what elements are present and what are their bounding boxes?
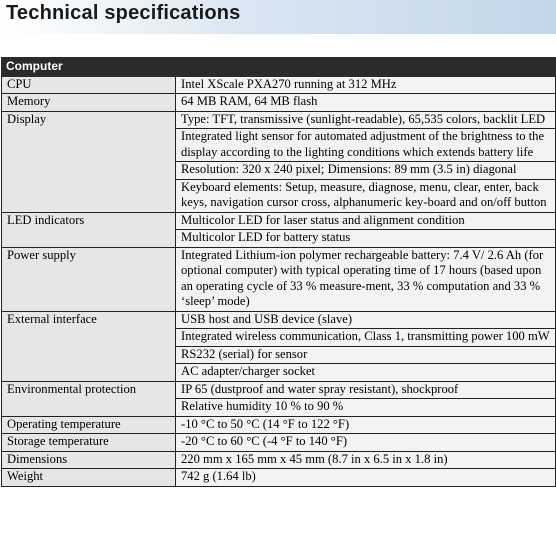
spec-value: 220 mm x 165 mm x 45 mm (8.7 in x 6.5 in x 1.8 in) (176, 451, 556, 469)
spec-row (2, 247, 556, 311)
spec-row (2, 94, 556, 112)
spec-label: Storage temperature (2, 434, 176, 452)
spec-table (1, 57, 556, 487)
spec-label: External interface (2, 311, 176, 381)
spec-row (2, 76, 556, 94)
spec-row (2, 469, 556, 487)
spec-row (2, 434, 556, 452)
section-header-row (2, 58, 556, 77)
spec-row (2, 212, 556, 230)
spec-label: Environmental protection (2, 381, 176, 416)
spec-value: Keyboard elements: Setup, measure, diagnose, menu, clear, enter, back keys, navigation cursor cross, alphanumeric key-board and on/off button (176, 179, 556, 212)
spec-value: USB host and USB device (slave) (176, 311, 556, 329)
spec-label: Weight (2, 469, 176, 487)
spec-value: Type: TFT, transmissive (sunlight-readable), 65,535 colors, backlit LED (176, 111, 556, 129)
spec-label: LED indicators (2, 212, 176, 247)
spec-value: Integrated wireless communication, Class 1, transmitting power 100 mW (176, 329, 556, 347)
spec-row (2, 451, 556, 469)
spec-row (2, 416, 556, 434)
spec-value: IP 65 (dustproof and water spray resistant), shockproof (176, 381, 556, 399)
spec-label: Operating temperature (2, 416, 176, 434)
spec-label: Dimensions (2, 451, 176, 469)
spec-value: Relative humidity 10 % to 90 % (176, 399, 556, 417)
spec-value: Integrated light sensor for automated adjustment of the brightness to the display according to the lighting conditions which extends battery life (176, 129, 556, 162)
spec-value: Resolution: 320 x 240 pixel; Dimensions: 89 mm (3.5 in) diagonal (176, 162, 556, 180)
spec-value: Integrated Lithium-ion polymer rechargeable battery: 7.4 V/ 2.6 Ah (for optional computer) with typical operating time of 17 hours (based upon an operating cycle of 33 % measure-ment, 33 % computation and 33 % ‘sleep’ mode) (176, 247, 556, 311)
spec-value: Multicolor LED for laser status and alignment condition (176, 212, 556, 230)
spec-value: -20 °C to 60 °C (-4 °F to 140 °F) (176, 434, 556, 452)
spec-row (2, 111, 556, 129)
spec-label: Display (2, 111, 176, 212)
spec-value: RS232 (serial) for sensor (176, 346, 556, 364)
spec-value: 742 g (1.64 lb) (176, 469, 556, 487)
spec-value: Multicolor LED for battery status (176, 230, 556, 248)
page-title: Technical specifications (6, 2, 241, 24)
section-title: Computer (2, 58, 556, 77)
spec-value: -10 °C to 50 °C (14 °F to 122 °F) (176, 416, 556, 434)
spec-label: CPU (2, 76, 176, 94)
spec-label: Power supply (2, 247, 176, 311)
spec-label: Memory (2, 94, 176, 112)
spec-value: Intel XScale PXA270 running at 312 MHz (176, 76, 556, 94)
spec-row (2, 381, 556, 399)
spec-value: 64 MB RAM, 64 MB flash (176, 94, 556, 112)
spec-row (2, 311, 556, 329)
spec-value: AC adapter/charger socket (176, 364, 556, 382)
title-banner (0, 0, 556, 34)
